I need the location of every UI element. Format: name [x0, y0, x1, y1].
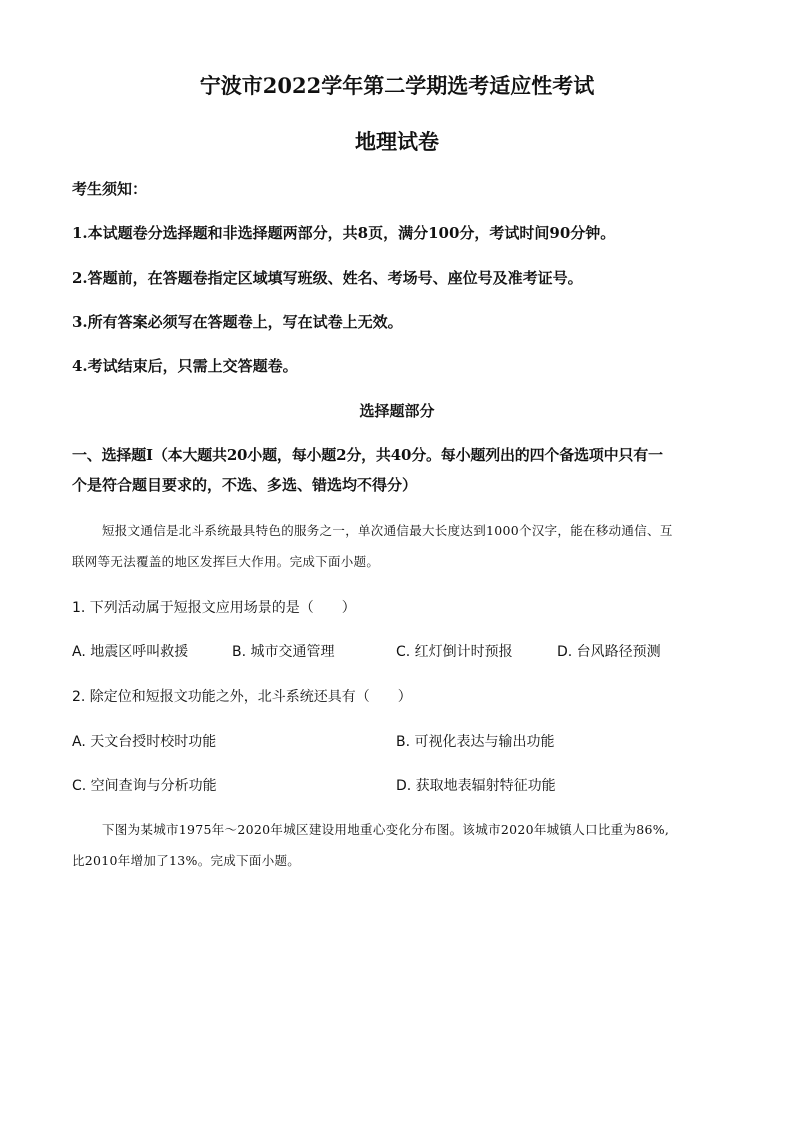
- exam-subtitle: 地理试卷: [355, 129, 439, 154]
- exam-title: 宁波市2022学年第二学期选考适应性考试: [199, 73, 595, 98]
- part-instruction: 个是符合题目要求的，不选、多选、错选均不得分）: [72, 476, 418, 494]
- notice-item: 1.本试题卷分选择题和非选择题两部分，共8页，满分100分，考试时间90分钟。: [72, 224, 616, 242]
- question-stem: 2. 除定位和短报文功能之外，北斗系统还具有（ ）: [72, 689, 412, 705]
- answer-option: C. 红灯倒计时预报: [396, 644, 513, 660]
- notice-item: 4.考试结束后，只需上交答题卷。: [72, 357, 298, 375]
- answer-option: A. 地震区呼叫救援: [72, 644, 189, 660]
- section-heading: 选择题部分: [359, 402, 435, 420]
- answer-option: B. 城市交通管理: [232, 644, 335, 660]
- passage-text: 下图为某城市1975年～2020年城区建设用地重心变化分布图。该城市2020年城镇人口比重为86%,: [102, 822, 670, 837]
- answer-option: D. 获取地表辐射特征功能: [396, 778, 556, 794]
- question-stem: 1. 下列活动属于短报文应用场景的是（ ）: [72, 600, 356, 616]
- part-instruction: 一、选择题Ⅰ（本大题共20小题，每小题2分，共40分。每小题列出的四个备选项中只有一: [72, 446, 663, 464]
- passage-text: 短报文通信是北斗系统最具特色的服务之一，单次通信最大长度达到1000个汉字，能在移动通信、互: [102, 523, 673, 538]
- answer-option: B. 可视化表达与输出功能: [396, 734, 555, 750]
- answer-option: D. 台风路径预测: [557, 644, 661, 660]
- answer-option: A. 天文台授时校时功能: [72, 734, 217, 750]
- passage-text: 联网等无法覆盖的地区发挥巨大作用。完成下面小题。: [72, 554, 380, 569]
- passage-text: 比2010年增加了13%。完成下面小题。: [72, 853, 301, 868]
- answer-option: C. 空间查询与分析功能: [72, 778, 217, 794]
- notice-item: 3.所有答案必须写在答题卷上，写在试卷上无效。: [72, 313, 403, 331]
- notice-heading: 考生须知：: [72, 180, 148, 198]
- notice-item: 2.答题前，在答题卷指定区域填写班级、姓名、考场号、座位号及准考证号。: [72, 269, 583, 287]
